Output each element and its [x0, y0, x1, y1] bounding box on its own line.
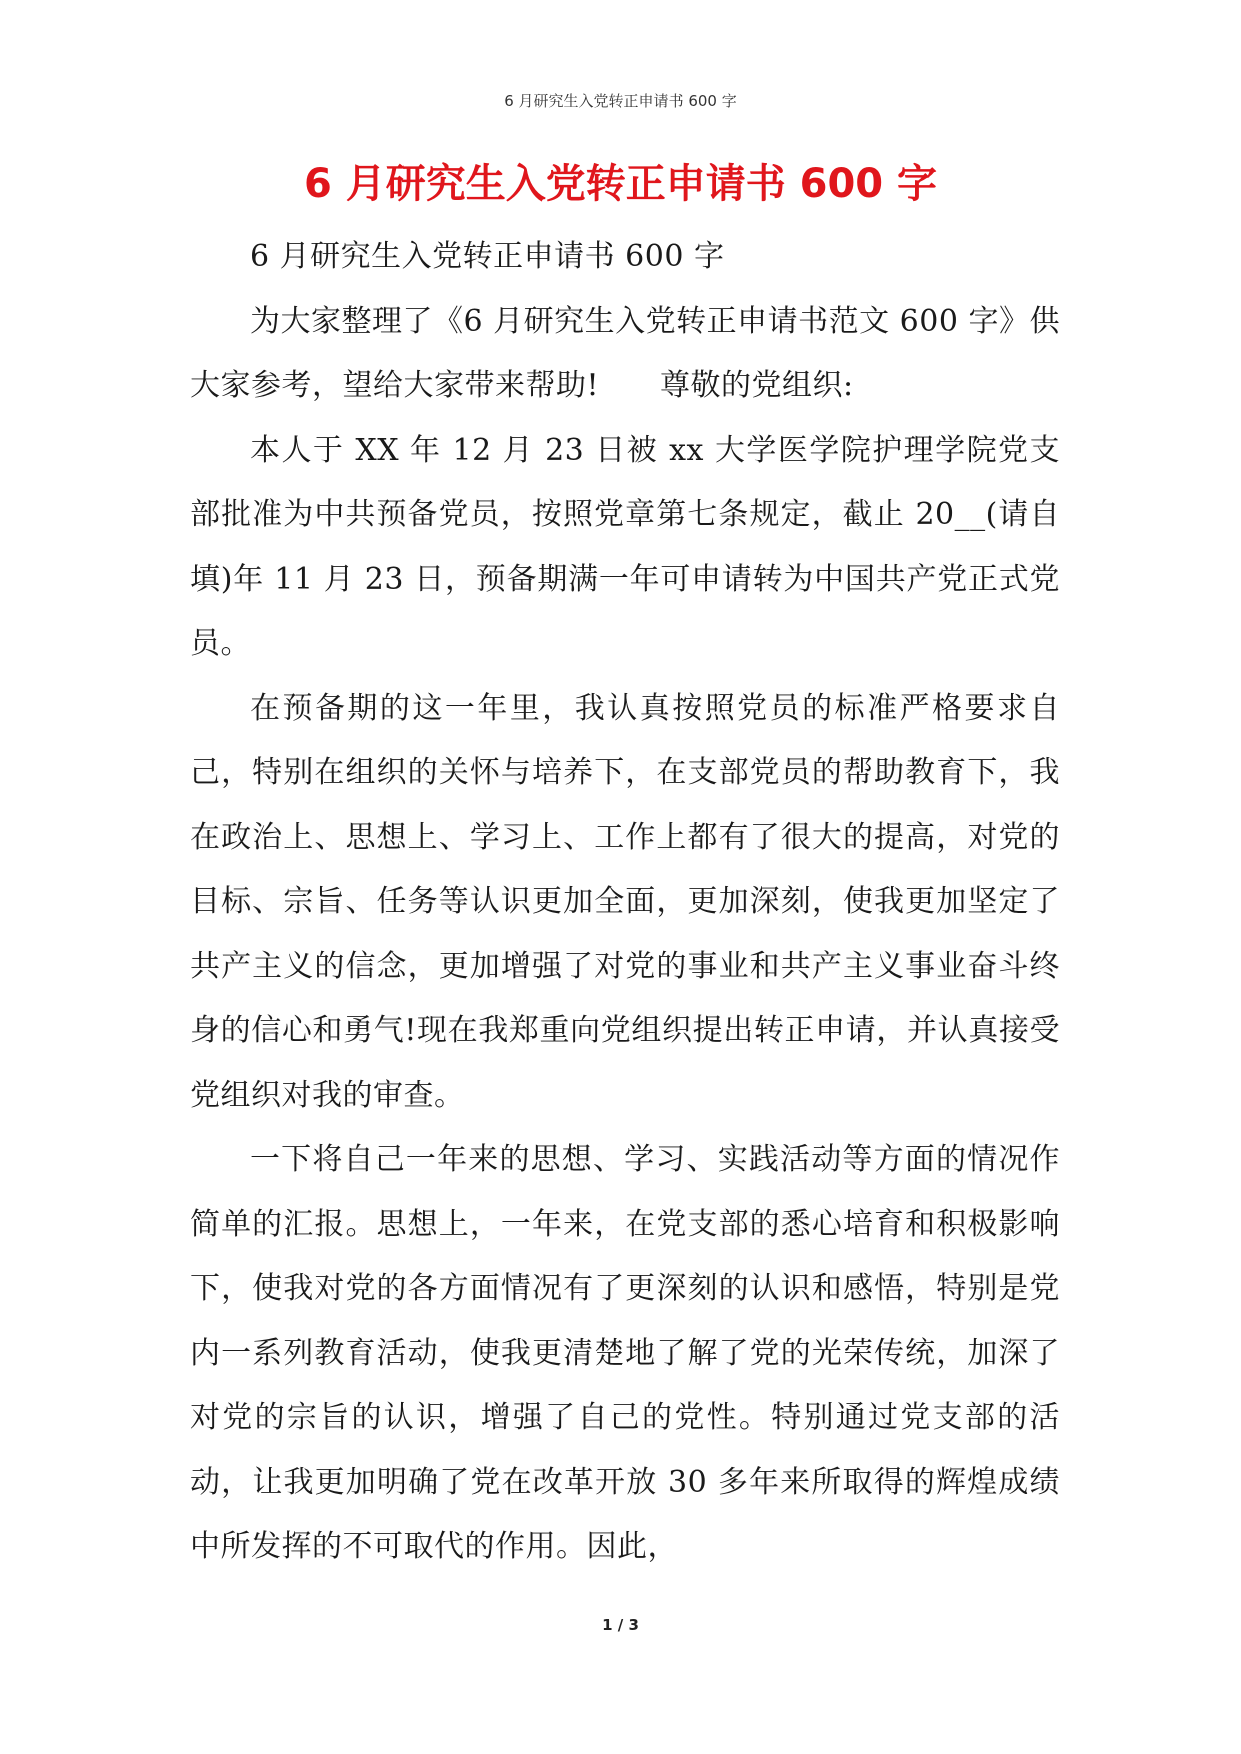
- page-number: 1 / 3: [602, 1616, 639, 1634]
- paragraph-subtitle: 6 月研究生入党转正申请书 600 字: [250, 239, 725, 274]
- running-header: 6 月研究生入党转正申请书 600 字: [504, 92, 737, 110]
- document-title: 6 月研究生入党转正申请书 600 字: [303, 161, 938, 207]
- document-body: [190, 225, 1060, 1580]
- paragraph-probation-year: 在预备期的这一年里，我认真按照党员的标准严格要求自己，特别在组织的关怀与培养下，在支部党员的帮助教育下，我在政治上、思想上、学习上、工作上都有了很大的提高，对党的目标、宗旨、任务等认识更加全面，更加深刻，使我更加坚定了共产主义的信念，更加增强了对党的事业和共产主义事业奋斗终身的信心和勇气!现在我郑重向党组织提出转正申请，并认真接受党组织对我的审查。: [190, 690, 1060, 1113]
- paragraph-report: 一下将自己一年来的思想、学习、实践活动等方面的情况作简单的汇报。思想上，一年来，在党支部的悉心培育和积极影响下，使我对党的各方面情况有了更深刻的认识和感悟，特别是党内一系列教育活动，使我更清楚地了解了党的光荣传统，加深了对党的宗旨的认识，增强了自己的党性。特别通过党支部的活动，让我更加明确了党在改革开放 30 多年来所取得的辉煌成绩中所发挥的不可取代的作用。因此，: [190, 1142, 1060, 1564]
- paragraph-membership: 本人于 XX 年 12 月 23 日被 xx 大学医学院护理学院党支部批准为中共预备党员，按照党章第七条规定，截止 20__(请自填)年 11 月 23 日，预备期满一年可申请转为中国共产党正式党员。: [190, 432, 1060, 661]
- paragraph-intro: 为大家整理了《6 月研究生入党转正申请书范文 600 字》供大家参考，望给大家带来帮助! 尊敬的党组织:: [190, 303, 1060, 403]
